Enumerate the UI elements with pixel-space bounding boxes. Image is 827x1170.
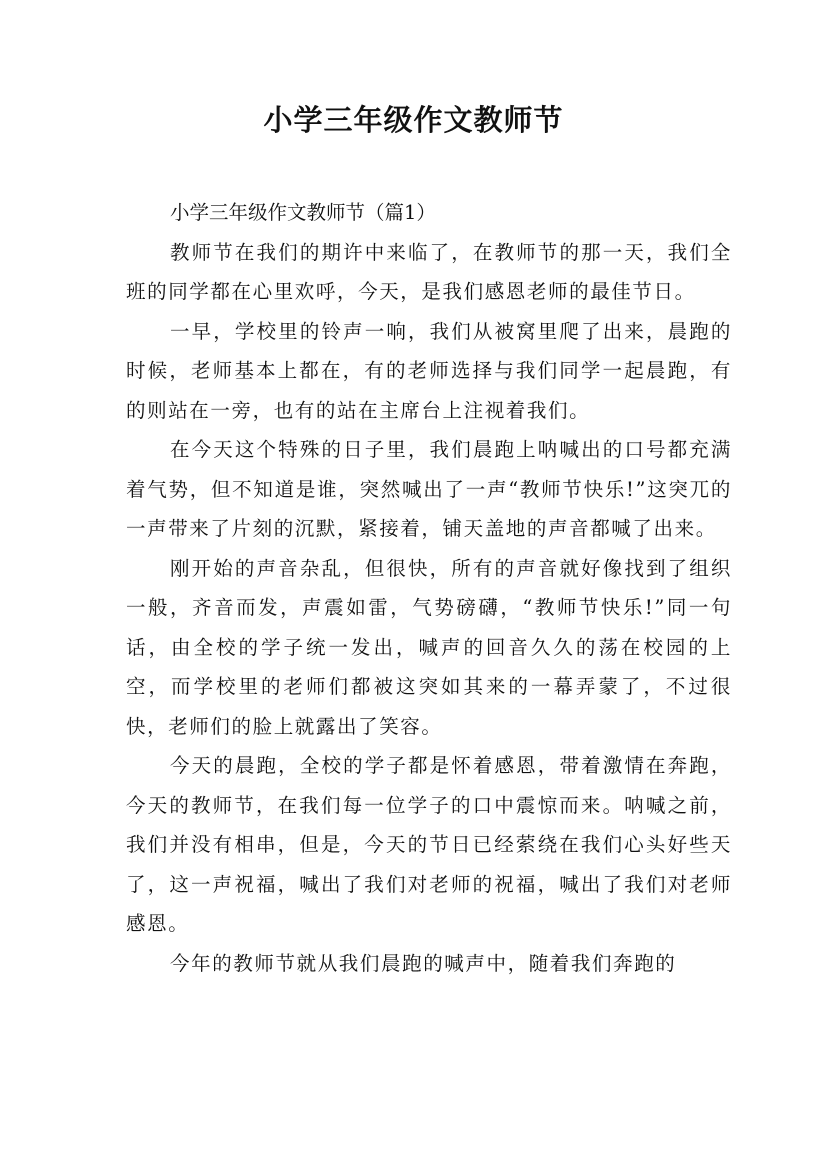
paragraph-6: 今年的教师节就从我们晨跑的喊声中，随着我们奔跑的 <box>170 951 677 975</box>
paragraph-2: 一早，学校里的铃声一响，我们从被窝里爬了出来，晨跑的时候，老师基本上都在，有的老师选择与我们同学一起晨跑，有的则站在一旁，也有的站在主席台上注视着我们。 <box>126 319 732 422</box>
document-body <box>126 193 732 983</box>
paragraph-3: 在今天这个特殊的日子里，我们晨跑上呐喊出的口号都充满着气势，但不知道是谁，突然喊出了一声“教师节快乐!”这突兀的一声带来了片刻的沉默，紧接着，铺天盖地的声音都喊了出来。 <box>126 438 732 540</box>
paragraph-1: 教师节在我们的期许中来临了，在教师节的那一天，我们全班的同学都在心里欢呼，今天，是我们感恩老师的最佳节日。 <box>126 240 732 303</box>
paragraph-4: 刚开始的声音杂乱，但很快，所有的声音就好像找到了组织一般，齐音而发，声震如雷，气势磅礴，“教师节快乐!”同一句话，由全校的学子统一发出，喊声的回音久久的荡在校园的上空，而学校里的老师们都被这突如其来的一幕弄蒙了，不过很快，老师们的脸上就露出了笑容。 <box>126 556 732 738</box>
paragraph-5: 今天的晨跑，全校的学子都是怀着感恩，带着激情在奔跑，今天的教师节，在我们每一位学子的口中震惊而来。呐喊之前，我们并没有相串，但是，今天的节日已经萦绕在我们心头好些天了，这一声祝福，喊出了我们对老师的祝福，喊出了我们对老师感恩。 <box>126 754 732 935</box>
essay-subtitle: 小学三年级作文教师节（篇1） <box>170 201 436 224</box>
document-title: 小学三年级作文教师节 <box>263 103 564 137</box>
